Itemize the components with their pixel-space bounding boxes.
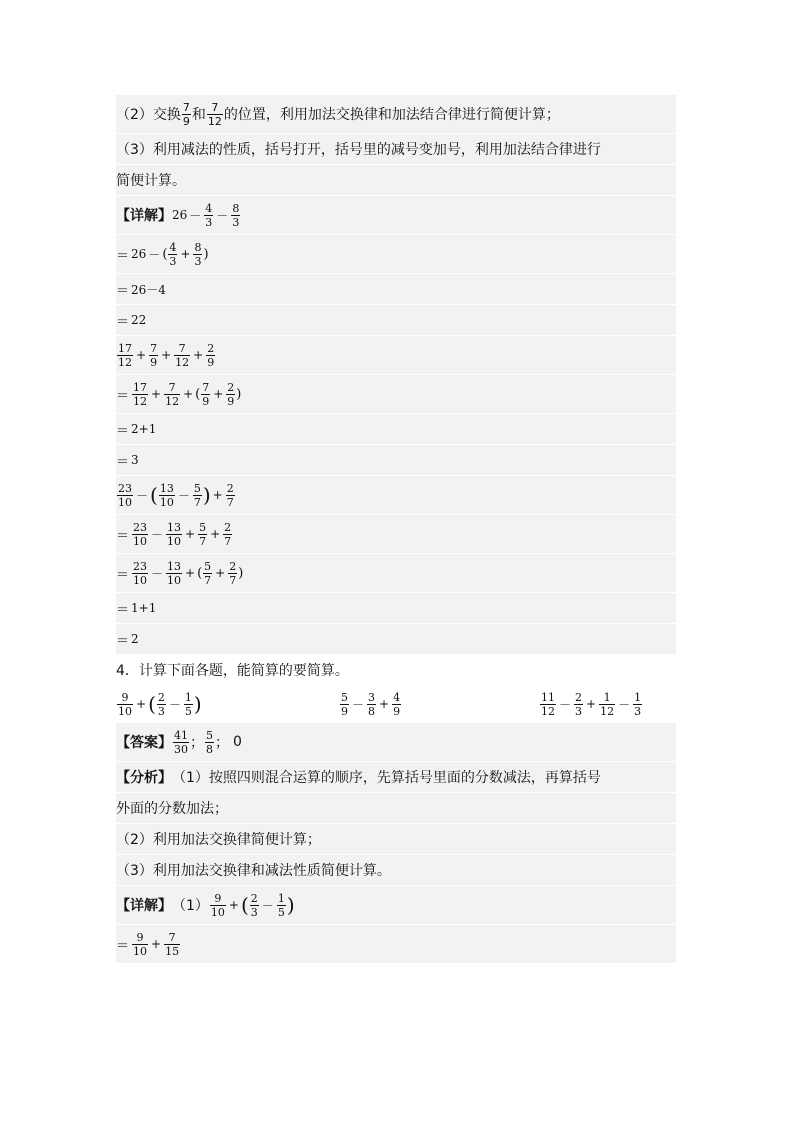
math-token: ＝ (116, 454, 130, 470)
math-token: 7 (168, 380, 176, 394)
math-token: 9 (341, 704, 348, 718)
math-token: 4 (393, 690, 401, 704)
math-token: 5 (199, 520, 207, 534)
math-token: ＝ (116, 314, 130, 330)
math-token: 5 (204, 559, 212, 573)
math-token: + (193, 348, 204, 362)
math-token: 3 (575, 704, 583, 718)
math-token: 17 (133, 380, 148, 394)
analysis-line-3a (116, 134, 676, 165)
fraction (132, 561, 148, 586)
math-token: 7 (193, 495, 201, 509)
math-token: 简便计算。 (116, 173, 186, 189)
fraction (367, 692, 376, 717)
math-token: 【详解】 (116, 898, 172, 914)
math-token: － (261, 898, 274, 913)
math-token: 12 (600, 704, 615, 718)
math-token: 26 (131, 247, 147, 261)
math-token: 13 (167, 559, 182, 573)
math-token: － (151, 566, 164, 581)
math-token: 2 (250, 891, 258, 905)
math-token: + (215, 566, 226, 580)
math-token: 10 (159, 495, 174, 509)
q4-detail-1 (116, 886, 676, 925)
math-token: ＝ (116, 423, 130, 439)
math-token: + (136, 348, 147, 362)
math-token: 12 (133, 394, 148, 408)
fraction (174, 343, 190, 368)
math-token: 8 (232, 201, 240, 215)
math-token: + (161, 348, 172, 362)
math-token: － (189, 208, 202, 223)
solution-sheet (116, 95, 676, 964)
math-token: － (618, 697, 631, 712)
math-token: 5 (184, 704, 192, 718)
fraction (164, 382, 180, 407)
math-token: 7 (178, 341, 186, 355)
math-token: 7 (229, 573, 237, 587)
math-expression (204, 730, 215, 755)
math-token: 30 (174, 742, 188, 756)
math-expression (131, 522, 233, 547)
math-token: ( (240, 893, 249, 917)
math-token: ＝ (116, 938, 130, 954)
answer-line (116, 723, 676, 762)
fraction (277, 893, 286, 918)
math-token: （2）利用加法交换律简便计算； (116, 832, 321, 848)
math-token: 10 (167, 534, 182, 548)
math-token: 【详解】 (116, 208, 172, 224)
math-token: + (212, 488, 223, 502)
math-token: 41 (174, 728, 188, 742)
math-token: ( (150, 483, 158, 507)
math-expression (131, 561, 243, 586)
math-token: 22 (131, 313, 147, 327)
math-token: 8 (368, 704, 376, 718)
math-token: 1 (184, 690, 192, 704)
math-token: 10 (133, 573, 148, 587)
math-token: ) (203, 246, 209, 262)
math-token: 3 (232, 215, 240, 229)
math-token: 9 (393, 704, 401, 718)
math-token: 11 (541, 690, 555, 704)
math-token: 26－4 (131, 282, 166, 297)
fraction (203, 561, 212, 586)
fraction (164, 932, 180, 957)
detail-line-1 (116, 196, 676, 235)
detail-line-7 (116, 414, 676, 445)
detail-line-12 (116, 593, 676, 624)
math-token: ； (215, 735, 229, 751)
math-token: 2 (227, 380, 235, 394)
math-token: + (185, 527, 196, 541)
math-token: 7 (202, 380, 210, 394)
detail-line-10 (116, 515, 676, 554)
q4-analysis-1b (116, 793, 676, 824)
math-token: 10 (210, 905, 225, 919)
math-token: 3 (157, 704, 165, 718)
math-token: 10 (167, 573, 182, 587)
fraction (149, 343, 158, 368)
math-token: + (586, 697, 597, 711)
math-token: 7 (168, 930, 176, 944)
math-token: 23 (133, 559, 148, 573)
detail-line-2 (116, 235, 676, 274)
math-token: 12 (541, 704, 555, 718)
math-token: 12 (175, 355, 190, 369)
fraction (250, 893, 259, 918)
detail-line-11 (116, 554, 676, 593)
math-token: － (559, 697, 572, 712)
fraction (540, 692, 556, 717)
math-token: ) (202, 483, 211, 507)
math-token: － (151, 527, 164, 542)
math-token: 7 (211, 100, 219, 114)
math-token: 23 (133, 520, 148, 534)
fraction (157, 692, 166, 717)
math-expression (172, 203, 241, 228)
q4-analysis-1a (116, 762, 676, 793)
math-token: + (151, 937, 162, 951)
fraction (132, 932, 148, 957)
math-token: － (168, 697, 181, 712)
math-token: 12 (118, 355, 132, 369)
math-token: － (148, 247, 161, 262)
math-token: 9 (202, 394, 210, 408)
math-token: 7 (204, 573, 212, 587)
math-token: 8 (206, 742, 213, 756)
q4-analysis-3 (116, 855, 676, 886)
math-token: （1）按照四则混合运算的顺序，先算括号里面的分数减法，再算括号 (172, 770, 601, 786)
detail-line-9 (116, 476, 676, 515)
math-token: 3 (250, 905, 258, 919)
math-token: 13 (167, 520, 182, 534)
math-token: 8 (194, 240, 202, 254)
fraction (117, 692, 133, 717)
math-token: 9 (227, 394, 235, 408)
math-token: ) (193, 692, 202, 716)
fraction (182, 102, 191, 127)
fraction (117, 343, 133, 368)
fraction (205, 730, 214, 755)
q4-detail-2 (116, 925, 676, 964)
math-token: 0 (233, 734, 242, 750)
math-token: 2 (224, 520, 232, 534)
math-token: 2 (131, 632, 139, 646)
math-token: 23 (118, 481, 132, 495)
math-expression (116, 483, 236, 508)
math-token: 10 (118, 495, 132, 509)
problem-1 (116, 692, 339, 717)
fraction (159, 483, 175, 508)
detail-line-3 (116, 274, 676, 305)
detail-line-13 (116, 624, 676, 655)
math-token: ＝ (116, 283, 130, 299)
fraction (184, 692, 193, 717)
math-token: 【分析】 (116, 770, 172, 786)
math-token: 9 (182, 114, 190, 128)
math-token: ＝ (116, 248, 130, 264)
math-token: 4．计算下面各题，能简算的要简算。 (116, 663, 349, 679)
detail-line-4 (116, 305, 676, 336)
fraction (392, 692, 401, 717)
math-token: 1 (634, 690, 642, 704)
math-token: （3）利用加法交换律和减法性质简便计算。 (116, 863, 391, 879)
problem-3 (539, 692, 643, 717)
math-token: 9 (150, 355, 158, 369)
fraction (201, 382, 210, 407)
math-token: 1 (277, 891, 285, 905)
math-token: 10 (133, 534, 148, 548)
math-token: 2 (575, 690, 583, 704)
problem-2 (339, 692, 539, 717)
fraction (228, 561, 237, 586)
math-expression (131, 242, 209, 267)
math-token: ( (197, 565, 203, 581)
math-token: 15 (165, 944, 180, 958)
fraction (226, 483, 235, 508)
math-token: － (216, 208, 229, 223)
math-token: 的位置，利用加法交换律和加法结合律进行简便计算； (223, 107, 560, 123)
fraction (207, 102, 223, 127)
fraction (633, 692, 642, 717)
math-expression (131, 932, 181, 957)
question-4-problems (116, 685, 676, 723)
math-token: 2 (157, 690, 165, 704)
detail-line-5 (116, 336, 676, 375)
math-token: 9 (121, 690, 129, 704)
math-token: + (379, 697, 390, 711)
fraction (166, 522, 182, 547)
math-token: 3 (634, 704, 642, 718)
fraction (599, 692, 615, 717)
math-token: ； (190, 735, 204, 751)
math-token: + (151, 387, 162, 401)
math-token: ＝ (116, 567, 130, 583)
math-token: 17 (118, 341, 132, 355)
math-token: 7 (150, 341, 158, 355)
math-token: ＝ (116, 633, 130, 649)
math-token: 1+1 (131, 601, 157, 615)
math-token: 26 (172, 208, 188, 222)
math-token: + (136, 697, 147, 711)
fraction (173, 730, 189, 755)
fraction (166, 561, 182, 586)
math-token: 3 (169, 254, 177, 268)
math-token: 12 (165, 394, 180, 408)
math-token: 1 (603, 690, 611, 704)
math-token: 5 (206, 728, 213, 742)
fraction (198, 522, 207, 547)
fraction (168, 242, 177, 267)
math-token: （3）利用减法的性质，括号打开，括号里的减号变加号，利用加法结合律进行 (116, 142, 601, 158)
math-token: 5 (277, 905, 285, 919)
math-token: + (183, 387, 194, 401)
fraction (340, 692, 349, 717)
math-token: + (185, 566, 196, 580)
math-token: 2 (229, 559, 237, 573)
math-token: + (228, 898, 239, 912)
math-token: ＝ (116, 528, 130, 544)
math-token: 7 (226, 495, 234, 509)
math-token: 9 (214, 891, 222, 905)
math-token: 【答案】 (116, 735, 172, 751)
analysis-line-2 (116, 95, 676, 134)
detail-line-8 (116, 445, 676, 476)
math-token: ) (238, 565, 244, 581)
math-token: 7 (199, 534, 207, 548)
math-expression (172, 730, 190, 755)
math-token: （1） (172, 898, 209, 914)
fraction (574, 692, 583, 717)
math-expression (116, 343, 216, 368)
fraction (193, 483, 202, 508)
detail-line-6 (116, 375, 676, 414)
fraction (206, 343, 215, 368)
math-token: 3 (205, 215, 213, 229)
math-token: 10 (118, 704, 132, 718)
math-token: 4 (169, 240, 177, 254)
fraction (132, 382, 148, 407)
math-token: + (213, 387, 224, 401)
fraction (210, 893, 226, 918)
question-4-title (116, 655, 676, 685)
math-token: 3 (194, 254, 202, 268)
fraction (117, 483, 133, 508)
fraction (193, 242, 202, 267)
math-expression (209, 893, 295, 918)
math-token: ( (162, 246, 168, 262)
math-token: ＝ (116, 602, 130, 618)
math-token: ) (236, 386, 242, 402)
math-token: 2 (207, 341, 215, 355)
math-token: 2 (226, 481, 234, 495)
math-token: + (180, 247, 191, 261)
math-token: 13 (159, 481, 174, 495)
fraction (132, 522, 148, 547)
math-token: ＝ (116, 388, 130, 404)
math-token: ( (195, 386, 201, 402)
math-token: 2+1 (131, 422, 157, 436)
math-token: 9 (207, 355, 215, 369)
fraction (226, 382, 235, 407)
math-expression (131, 382, 241, 407)
math-token: 3 (131, 453, 139, 467)
math-token: 7 (182, 100, 190, 114)
q4-analysis-2 (116, 824, 676, 855)
math-token: － (352, 697, 365, 712)
math-token: 9 (136, 930, 144, 944)
fraction (231, 203, 240, 228)
math-token: ( (148, 692, 156, 716)
math-token: 10 (133, 944, 148, 958)
math-token: 7 (224, 534, 232, 548)
math-token: 3 (368, 690, 376, 704)
math-token: ) (286, 893, 295, 917)
analysis-line-3b (116, 165, 676, 196)
math-token: 4 (205, 201, 213, 215)
math-token: 5 (193, 481, 201, 495)
math-token: 12 (207, 114, 222, 128)
math-token: 5 (341, 690, 348, 704)
math-token: － (136, 488, 149, 503)
math-token: － (177, 488, 190, 503)
math-token: （2）交换 (116, 107, 181, 123)
math-token: + (210, 527, 221, 541)
fraction (223, 522, 232, 547)
math-token: 外面的分数加法； (116, 801, 228, 817)
math-token: 和 (191, 107, 206, 123)
math-expression (116, 692, 676, 717)
fraction (204, 203, 213, 228)
